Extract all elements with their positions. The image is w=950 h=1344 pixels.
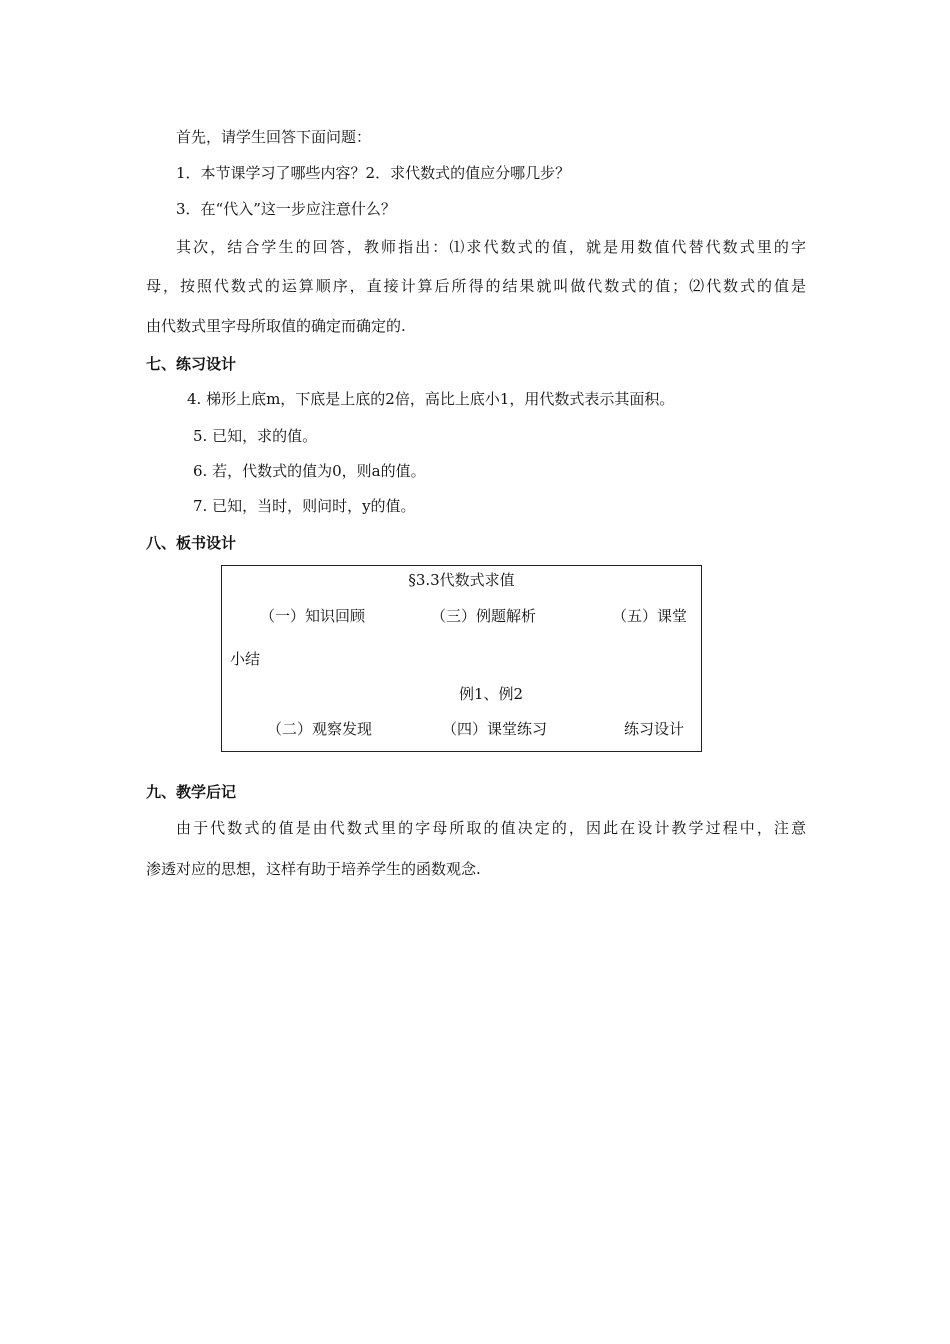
section-8-heading: 八、板书设计	[146, 534, 237, 552]
board-examples: 例1、例2	[459, 685, 524, 703]
review-question-1-2: 1．本节课学习了哪些内容？2．求代数式的值应分哪几步？	[176, 164, 571, 182]
teacher-summary-line-2: 母，按照代数式的运算顺序，直接计算后所得的结果就叫做代数式的值；⑵代数式的值是	[146, 277, 806, 295]
exercise-item-4: 4. 梯形上底m，下底是上底的2倍，高比上底小1，用代数式表示其面积。	[187, 390, 675, 408]
board-part-4: （四）课堂练习	[442, 720, 548, 738]
blackboard-design-box	[221, 565, 702, 752]
teacher-summary-line-3: 由代数式里字母所取值的确定而确定的.	[146, 317, 406, 335]
reflection-line-2: 渗透对应的思想，这样有助于培养学生的函数观念.	[146, 860, 481, 878]
board-part-5-continued: 小结	[230, 650, 261, 668]
review-question-3: 3．在“代入”这一步应注意什么？	[176, 200, 396, 218]
section-9-heading: 九、教学后记	[146, 783, 237, 801]
board-part-1: （一）知识回顾	[260, 607, 366, 625]
exercise-item-6: 6. 若，代数式的值为0，则a的值。	[193, 462, 426, 480]
review-intro: 首先，请学生回答下面问题：	[176, 128, 372, 146]
exercise-item-5: 5. 已知，求的值。	[193, 427, 318, 445]
board-part-3: （三）例题解析	[431, 607, 537, 625]
board-part-2: （二）观察发现	[267, 720, 373, 738]
board-part-5: （五）课堂	[612, 607, 688, 625]
exercise-item-7: 7. 已知，当时，则问时，y的值。	[193, 497, 416, 515]
teacher-summary-line-1: 其次，结合学生的回答，教师指出：⑴求代数式的值，就是用数值代替代数式里的字	[176, 238, 806, 256]
section-7-heading: 七、练习设计	[146, 355, 237, 373]
reflection-line-1: 由于代数式的值是由代数式里的字母所取的值决定的，因此在设计教学过程中，注意	[176, 819, 806, 837]
board-practice: 练习设计	[624, 720, 685, 738]
board-title: §3.3代数式求值	[408, 571, 515, 589]
